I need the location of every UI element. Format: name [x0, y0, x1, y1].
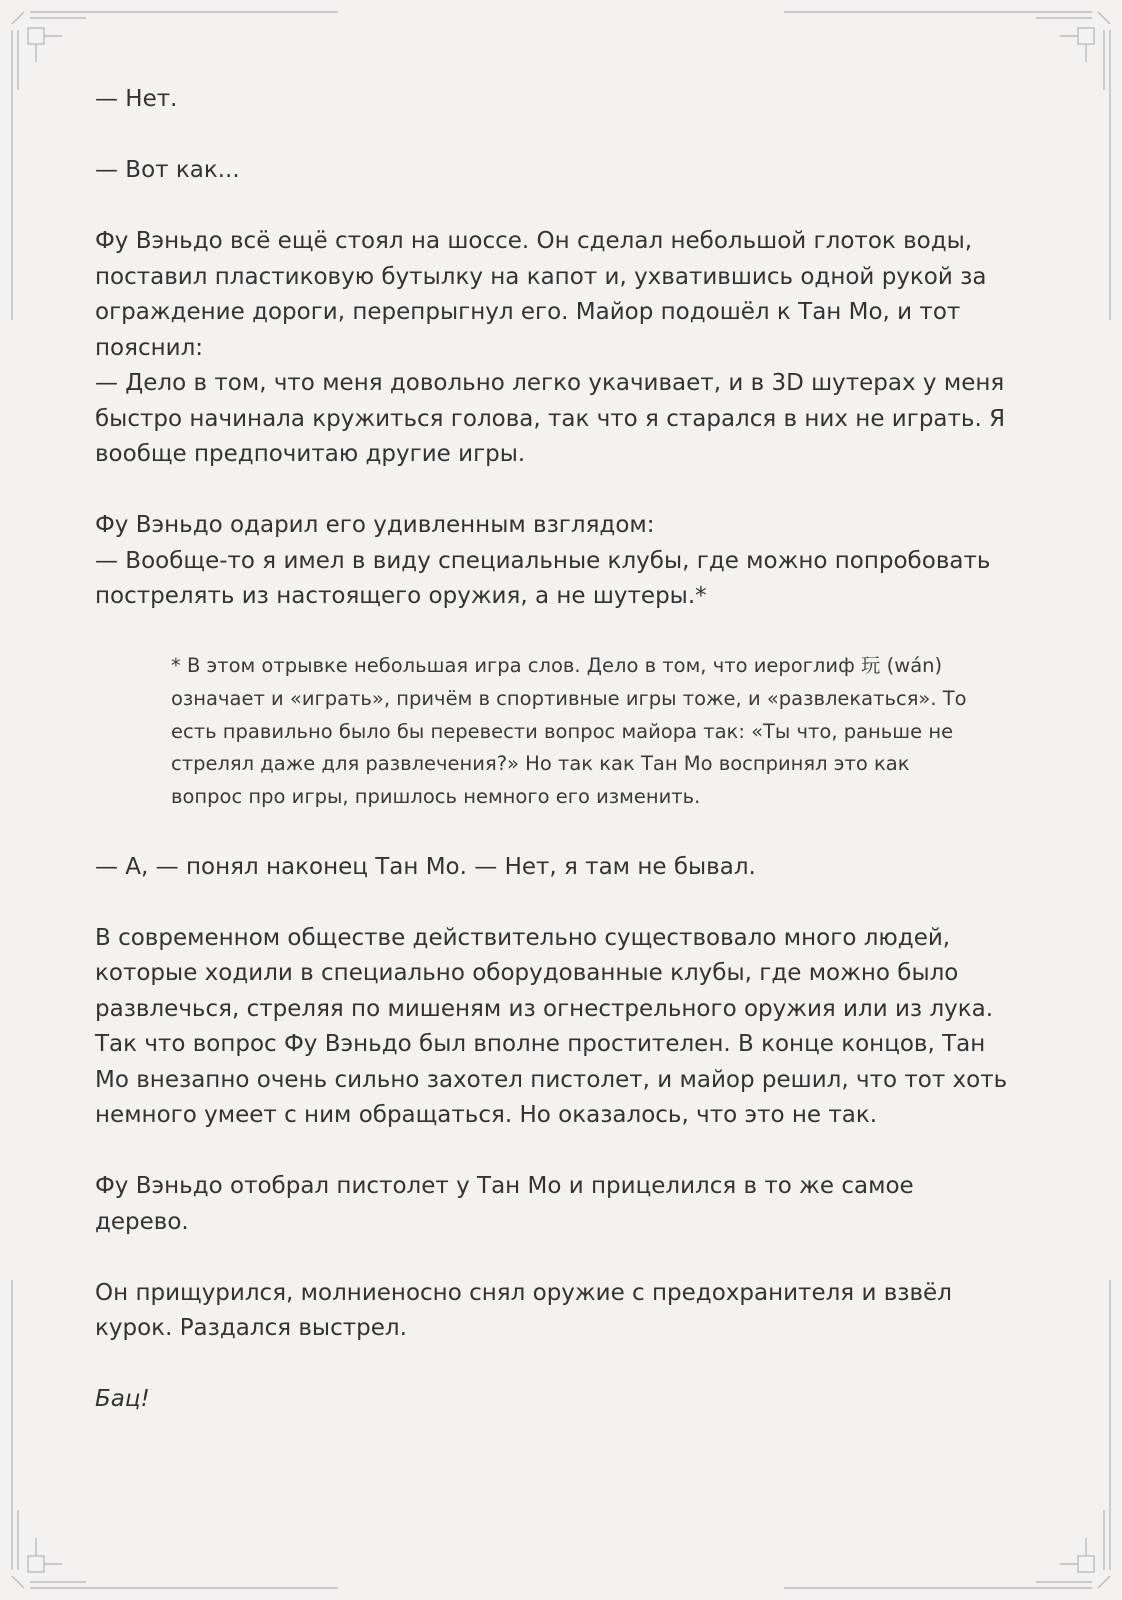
- footnote-line: вопрос про игры, пришлось немного его изменить.: [171, 785, 701, 809]
- text-line: — Вот как...: [95, 157, 240, 183]
- paragraph: [95, 850, 1035, 886]
- text-line: В современном обществе действительно существовало много людей,: [95, 924, 951, 951]
- paragraph: [95, 508, 1035, 615]
- footnote-line: * В этом отрывке небольшая игра слов. Дело в том, что иероглиф 玩 (wán): [171, 654, 943, 677]
- text-line: Фу Вэньдо отобрал пистолет у Тан Мо и прицелился в то же самое: [95, 1173, 914, 1200]
- text-line: — Вообще-то я имел в виду специальные клубы, где можно попробовать: [95, 547, 991, 574]
- text-line: — Нет.: [95, 86, 178, 112]
- text-line: развлечься, стреляя по мишеням из огнестрельного оружия или из лука.: [95, 995, 994, 1022]
- footnote-line: стрелял даже для развлечения?» Но так как Тан Мо воспринял это как: [171, 752, 910, 776]
- text-line: немного умеет с ним обращаться. Но оказалось, что это не так.: [95, 1102, 878, 1129]
- text-line: Так что вопрос Фу Вэньдо был вполне простителен. В конце концов, Тан: [95, 1031, 986, 1058]
- text-line: пояснил:: [95, 334, 204, 361]
- text-line: которые ходили в специально оборудованные клубы, где можно было: [95, 960, 959, 987]
- paragraph: [95, 1169, 1035, 1240]
- text-line: быстро начинала кружиться голова, так что я старался в них не играть. Я: [95, 405, 1006, 432]
- paragraph: [95, 82, 1035, 118]
- footnote-line: означает и «играть», причём в спортивные игры тоже, и «развлекаться». То: [171, 686, 967, 710]
- text-line: Мо внезапно очень сильно захотел пистолет, и майор решил, что тот хоть: [95, 1066, 1008, 1093]
- text-line: вообще предпочитаю другие игры.: [95, 441, 526, 467]
- footnote-line: есть правильно было бы перевести вопрос майора так: «Ты что, раньше не: [171, 719, 954, 743]
- text-line: ограждение дороги, перепрыгнул его. Майор подошёл к Тан Мо, и тот: [95, 299, 961, 325]
- text-line: Фу Вэньдо всё ещё стоял на шоссе. Он сделал небольшой глоток воды,: [95, 228, 973, 254]
- paragraph: [95, 1276, 1035, 1347]
- text-line: дерево.: [95, 1208, 189, 1235]
- text-line: курок. Раздался выстрел.: [95, 1315, 407, 1342]
- paragraph-italic: [95, 1382, 1035, 1418]
- paragraph: [95, 153, 1035, 189]
- paragraph: [95, 224, 1035, 473]
- text-line: Бац!: [95, 1386, 150, 1413]
- translator-footnote: [171, 650, 1031, 814]
- text-line: пострелять из настоящего оружия, а не шутеры.*: [95, 583, 707, 609]
- text-line: — А, — понял наконец Тан Мо. — Нет, я там не бывал.: [95, 853, 756, 880]
- document-body: [95, 82, 1035, 1453]
- text-line: — Дело в том, что меня довольно легко укачивает, и в 3D шутерах у меня: [95, 370, 1005, 396]
- text-line: Он прищурился, молниеносно снял оружие с предохранителя и взвёл: [95, 1279, 952, 1306]
- text-line: поставил пластиковую бутылку на капот и, ухватившись одной рукой за: [95, 263, 987, 290]
- text-line: Фу Вэньдо одарил его удивленным взглядом:: [95, 512, 655, 538]
- paragraph: [95, 921, 1035, 1134]
